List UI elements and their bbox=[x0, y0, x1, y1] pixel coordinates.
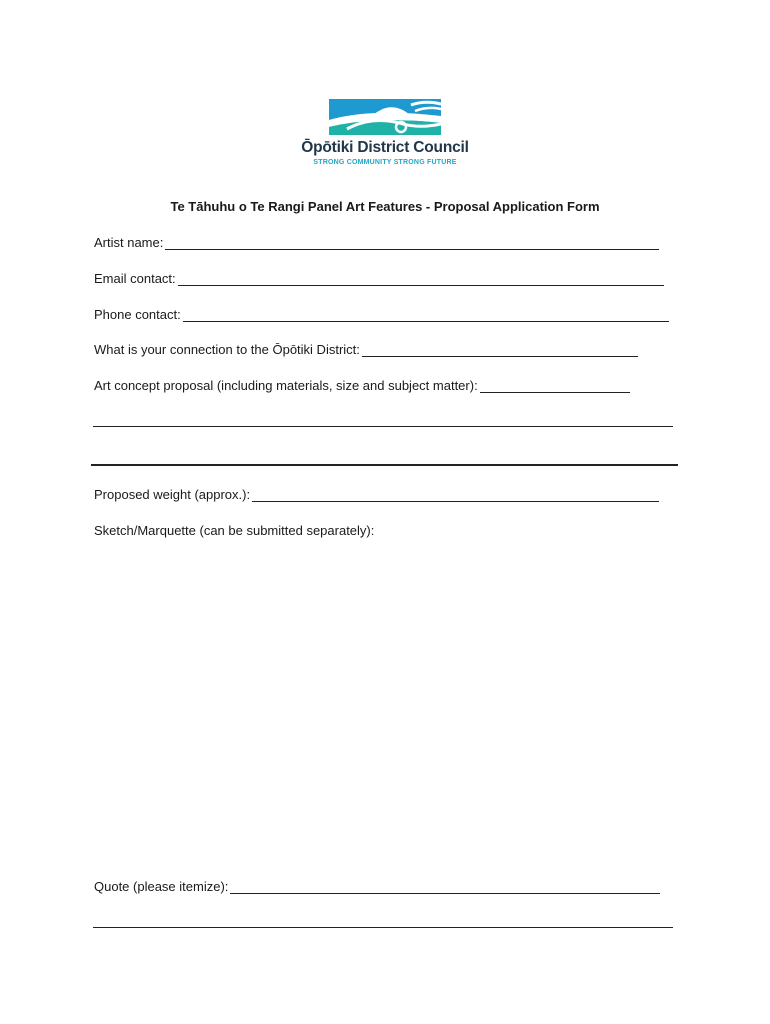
sketch-area[interactable] bbox=[94, 548, 674, 868]
phone-contact-field[interactable] bbox=[183, 321, 669, 322]
quote-row bbox=[94, 877, 660, 895]
council-logo bbox=[300, 96, 470, 172]
artist-name-row bbox=[94, 233, 659, 251]
connection-label: What is your connection to the Ōpōtiki District: bbox=[94, 342, 360, 357]
email-contact-field[interactable] bbox=[178, 285, 664, 286]
email-contact-label: Email contact: bbox=[94, 271, 176, 286]
sketch-label: Sketch/Marquette (can be submitted separately): bbox=[94, 523, 375, 538]
council-tagline: STRONG COMMUNITY STRONG FUTURE bbox=[313, 159, 457, 166]
proposed-weight-label: Proposed weight (approx.): bbox=[94, 487, 251, 502]
council-name: Ōpōtiki District Council bbox=[301, 139, 469, 156]
form-title: Te Tāhuhu o Te Rangi Panel Art Features - Proposal Application Form bbox=[170, 199, 600, 214]
art-concept-continuation-field[interactable] bbox=[93, 426, 673, 427]
council-logo-mark-icon bbox=[329, 96, 441, 138]
art-concept-label: Art concept proposal (including materials, size and subject matter): bbox=[94, 378, 478, 393]
email-contact-row bbox=[94, 269, 664, 287]
connection-field[interactable] bbox=[362, 356, 638, 357]
proposed-weight-row bbox=[94, 485, 659, 503]
sketch-row bbox=[94, 521, 374, 539]
quote-field[interactable] bbox=[230, 893, 660, 894]
proposed-weight-field[interactable] bbox=[252, 501, 659, 502]
artist-name-label: Artist name: bbox=[94, 235, 164, 250]
artist-name-field[interactable] bbox=[165, 249, 659, 250]
phone-contact-row bbox=[94, 305, 669, 323]
phone-contact-label: Phone contact: bbox=[94, 307, 181, 322]
art-concept-field[interactable] bbox=[480, 392, 630, 393]
section-divider bbox=[91, 464, 678, 466]
connection-row bbox=[94, 340, 638, 358]
art-concept-row bbox=[94, 376, 630, 394]
quote-continuation-field[interactable] bbox=[93, 927, 673, 928]
quote-label: Quote (please itemize): bbox=[94, 879, 229, 894]
